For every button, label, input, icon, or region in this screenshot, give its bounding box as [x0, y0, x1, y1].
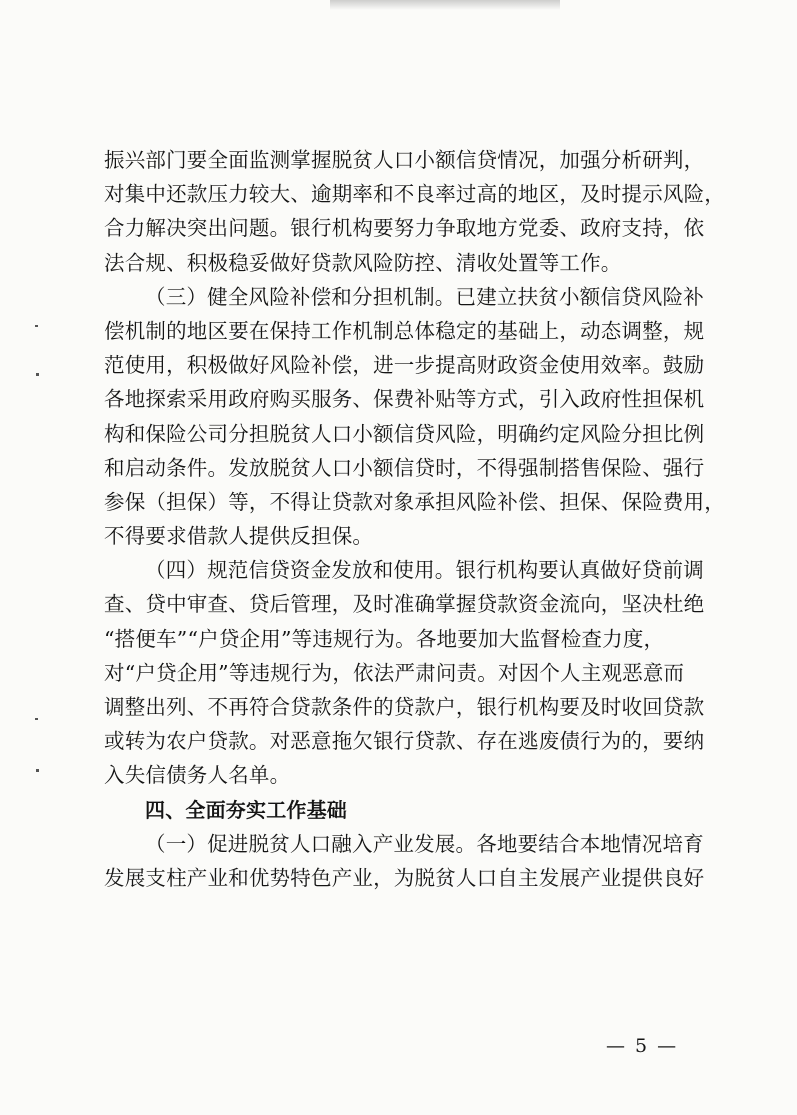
body-line: 对集中还款压力较大、逾期率和不良率过高的地区，及时提示风险， — [104, 182, 725, 207]
body-line: 和启动条件。发放脱贫人口小额信贷时，不得强制搭售保险、强行 — [104, 455, 705, 480]
body-line: “搭便车”“户贷企用”等违规行为。各地要加大监督检查力度， — [104, 626, 665, 651]
body-line: 各地探索采用政府购买服务、保费补贴等方式，引入政府性担保机 — [104, 387, 705, 412]
body-line: 或转为农户贷款。对恶意拖欠银行贷款、存在逃废债行为的，要纳 — [104, 729, 705, 754]
binding-mark — [35, 325, 38, 327]
paragraph-start-line: （四）规范信贷资金发放和使用。银行机构要认真做好贷前调 — [145, 558, 704, 583]
paragraph-start-line: （一）促进脱贫人口融入产业发展。各地要结合本地情况培育 — [145, 831, 704, 856]
body-line: 构和保险公司分担脱贫人口小额信贷风险，明确约定风险分担比例 — [104, 421, 705, 446]
body-line: 不得要求借款人提供反担保。 — [104, 524, 374, 549]
page-number: — 5 — — [606, 1035, 679, 1057]
body-line: 查、贷中审查、贷后管理，及时准确掌握贷款资金流向，坚决杜绝 — [104, 592, 705, 617]
body-line: 法合规、积极稳妥做好贷款风险防控、清收处置等工作。 — [104, 250, 622, 275]
binding-mark — [36, 373, 39, 376]
body-line: 入失信债务人名单。 — [104, 763, 291, 788]
body-line: 参保（担保）等，不得让贷款对象承担风险补偿、担保、保险费用， — [104, 489, 725, 514]
paragraph-start-line: （三）健全风险补偿和分担机制。已建立扶贫小额信贷风险补 — [145, 284, 704, 309]
document-body — [104, 143, 724, 895]
body-line: 范使用，积极做好风险补偿，进一步提高财政资金使用效率。鼓励 — [104, 353, 705, 378]
body-line: 对“户贷企用”等违规行为，依法严肃问责。对因个人主观恶意而 — [104, 660, 685, 685]
body-line: 偿机制的地区要在保持工作机制总体稳定的基础上，动态调整，规 — [104, 318, 705, 343]
binding-mark — [36, 769, 39, 772]
body-line: 发展支柱产业和优势特色产业，为脱贫人口自主发展产业提供良好 — [104, 865, 705, 890]
binding-mark — [35, 718, 38, 720]
body-line: 振兴部门要全面监测掌握脱贫人口小额信贷情况，加强分析研判， — [104, 148, 705, 172]
section-heading: 四、全面夯实工作基础 — [145, 797, 347, 822]
body-line: 调整出列、不再符合贷款条件的贷款户，银行机构要及时收回贷款 — [104, 695, 705, 719]
scan-edge-shadow — [330, 0, 560, 10]
body-line: 合力解决突出问题。银行机构要努力争取地方党委、政府支持，依 — [104, 216, 705, 241]
